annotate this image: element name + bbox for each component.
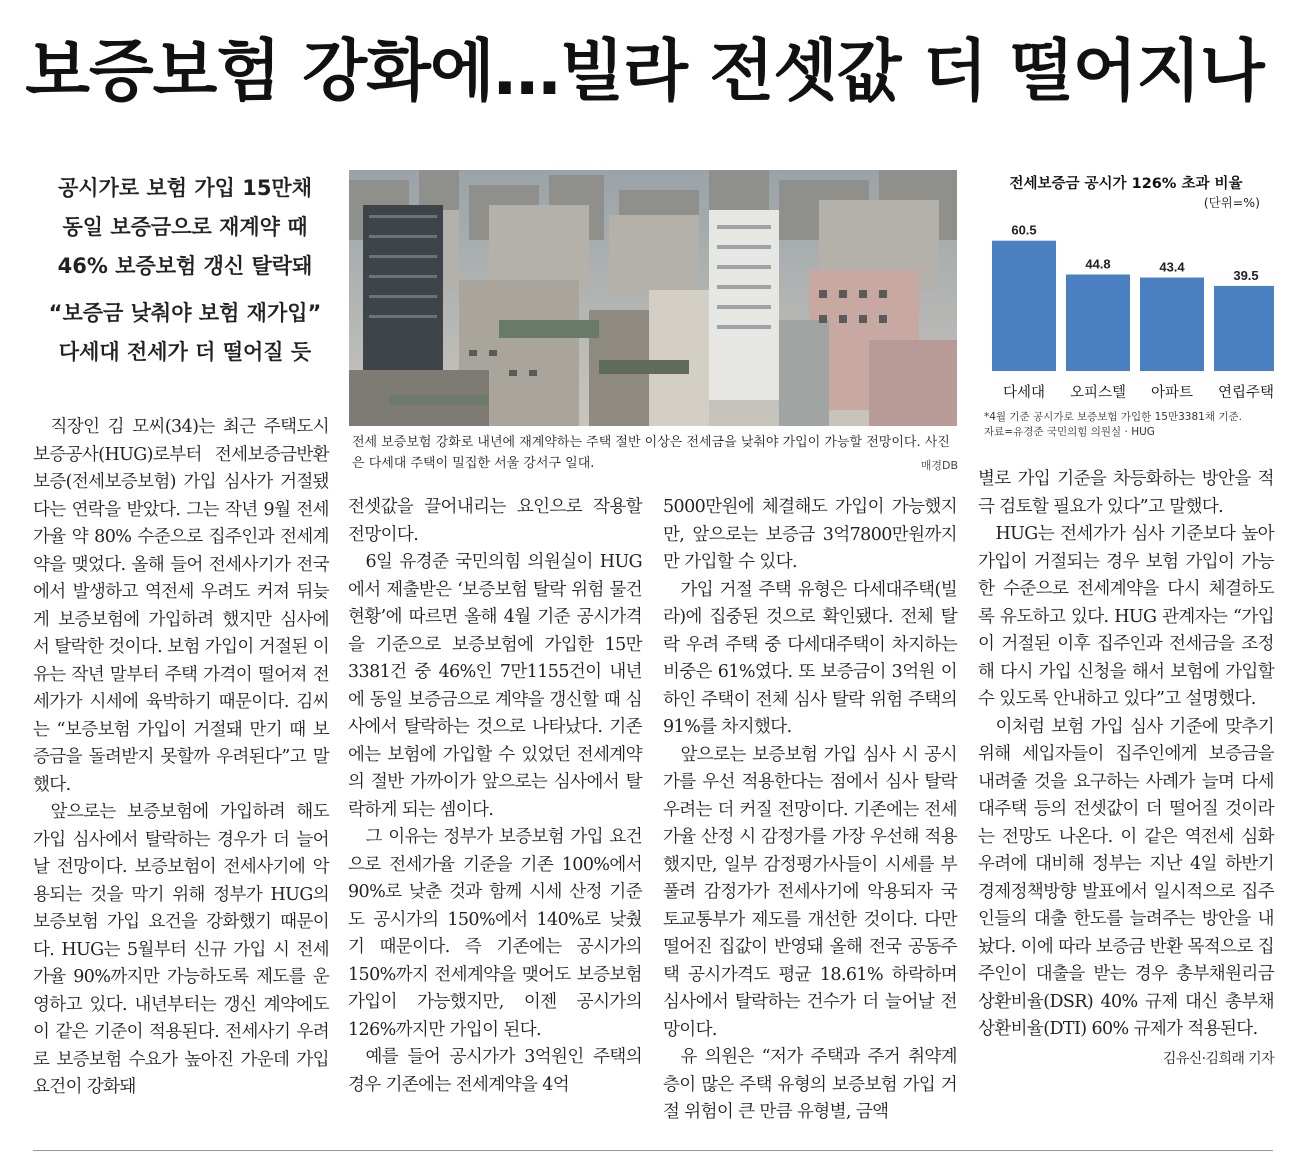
article-paragraph: 유 의원은 “저가 주택과 주거 취약계층이 많은 주택 유형의 보증보험 가입 거절 위험이 큰 만큼 유형별, 금액 xyxy=(663,1047,957,1122)
bar-value-label: 43.4 xyxy=(1159,259,1185,275)
article-paragraph: 전셋값을 끌어내리는 요인으로 작용할 전망이다. xyxy=(348,497,642,545)
subheadline-group-1 xyxy=(40,169,330,286)
category-label: 오피스텔 xyxy=(1069,385,1127,401)
article-paragraph: 앞으로는 보증보험에 가입하려 해도 가입 심사에서 탈락하는 경우가 더 늘어날 전망이다. 보증보험이 전세사기에 악용되는 것을 막기 위해 정부가 HUG의 보증보험 가입 요건을 강화했기 때문이다. HUG는 5월부터 신규 가입 시 전세가율 90%까지만 가능하도록 제도를 운영하고 있다. 내년부터는 갱신 계약에도 이 같은 기준이 적용된다. 전세사기 우려로 보증보험 수요가 높아진 가운데 가입 요건이 강화돼 xyxy=(33,802,329,1097)
chart-title: 전세보증금 공시가 126% 초과 비율 xyxy=(1009,176,1243,192)
bar-연립주택 xyxy=(1214,286,1274,371)
bar-value-label: 60.5 xyxy=(1011,222,1037,238)
headline: 보증보험 강화에…빌라 전셋값 더 떨어지나 xyxy=(25,32,1264,110)
article-paragraph: HUG는 전세가가 심사 기준보다 높아 가입이 거절되는 경우 보험 가입이 가능한 수준으로 전세계약을 다시 체결하도록 유도하고 있다. HUG 관계자는 “가입이 거절된 이후 집주인과 전세금을 조정해 다시 가입 신청을 해서 보험에 가입할 수 있도록 안내하고 있다”고 설명했다. xyxy=(978,524,1274,709)
article-column-4 xyxy=(978,466,1274,1073)
article-column-3 xyxy=(663,494,957,1127)
news-photo xyxy=(349,170,957,426)
article-column-1 xyxy=(33,414,329,1102)
chart-footnote: *4월 기준 공시가로 보증보험 가입한 15만3381채 기준. xyxy=(984,411,1242,423)
bar-value-label: 39.5 xyxy=(1233,267,1259,283)
chart-notes xyxy=(984,410,1276,440)
article-paragraph: 예를 들어 공시가가 3억원인 주택의 경우 기존에는 전세계약을 4억 xyxy=(348,1047,642,1095)
category-label: 연립주택 xyxy=(1217,385,1274,401)
article-paragraph: 이처럼 보험 가입 심사 기준에 맞추기 위해 세입자들이 집주인에게 보증금을 내려줄 것을 요구하는 사례가 늘며 다세대주택 등의 전셋값이 더 떨어질 것이라는 전망도 나온다. 이 같은 역전세 심화 우려에 대비해 정부는 지난 4일 하반기 경제정책방향 발표에서 일시적으로 집주인들의 대출 한도를 늘려주는 방안을 내놨다. 이에 따라 보증금 반환 목적으로 집주인이 대출을 받는 경우 총부채원리금상환비율(DSR) 40% 규제 대신 총부채상환비율(DTI) 60% 규제가 적용된다. xyxy=(978,716,1274,1039)
category-label: 다세대 xyxy=(1002,385,1046,401)
bar-chart-svg xyxy=(978,205,1274,405)
byline: 김유신·김희래 기자 xyxy=(1162,1050,1274,1067)
bar-다세대 xyxy=(992,241,1056,371)
subheadline-group-2 xyxy=(40,294,330,372)
photo-credit: 매경DB xyxy=(920,459,958,472)
photo-caption: 전세 보증보험 강화로 내년에 재계약하는 주택 절반 이상은 전세금을 낮춰야 가입이 가능할 전망이다. 사진은 다세대 주택이 밀집한 서울 강서구 일대. xyxy=(352,435,950,471)
bottom-rule xyxy=(33,1150,1273,1151)
city-photo-illustration xyxy=(349,170,957,426)
article-paragraph: 5000만원에 체결해도 가입이 가능했지만, 앞으로는 보증금 3억7800만원까지만 가입할 수 있다. xyxy=(663,497,957,572)
subheadline-line: 다세대 전세가 더 떨어질 듯 xyxy=(58,340,312,364)
chart-unit: (단위=%) xyxy=(1203,195,1260,210)
article-paragraph: 직장인 김 모씨(34)는 최근 주택도시보증공사(HUG)로부터 전세보증금반환보증(전세보증보험) 가입 심사가 거절됐다는 연락을 받았다. 그는 작년 9월 전세가율 약 80% 수준으로 집주인과 전세계약을 맺었다. 올해 들어 전세사기가 전국에서 발생하고 역전세 우려도 커져 뒤늦게 보증보험에 가입하려 했지만 심사에서 탈락한 것이다. 보험 가입이 거절된 이유는 작년 말부터 주택 가격이 떨어져 전세가가 시세에 육박하기 때문이다. 김씨는 “보증보험 가입이 거절돼 만기 때 보증금을 돌려받지 못할까 우려된다”고 말했다. xyxy=(33,417,329,795)
bar-chart xyxy=(978,205,1274,409)
chart-source: 자료=유경준 국민의힘 의원실 · HUG xyxy=(984,426,1155,438)
article-paragraph: 그 이유는 정부가 보증보험 가입 요건으로 전세가율 기준을 기존 100%에서 90%로 낮춘 것과 함께 시세 산정 기준도 공시가의 150%에서 140%로 낮췄기 때문이다. 즉 기존에는 공시가의 150%까지 전세계약을 맺어도 보증보험 가입이 가능했지만, 이젠 공시가의 126%까지만 가입이 된다. xyxy=(348,827,642,1040)
subheadline-line: 공시가로 보험 가입 15만채 xyxy=(57,176,313,200)
article-paragraph: 앞으로는 보증보험 가입 심사 시 공시가를 우선 적용한다는 점에서 심사 탈락 우려는 더 커질 전망이다. 기존에는 전세가율 산정 시 감정가를 가장 우선해 적용했지만, 일부 감정평가사들이 시세를 부풀려 감정가가 전세사기에 악용되자 국토교통부가 제도를 개선한 것이다. 다만 떨어진 집값이 반영돼 올해 전국 공동주택 공시가격도 평균 18.61% 하락하며 심사에서 탈락하는 건수가 더 늘어날 전망이다. xyxy=(663,744,957,1040)
article-paragraph: 가입 거절 주택 유형은 다세대주택(빌라)에 집중된 것으로 확인됐다. 전체 탈락 우려 주택 중 다세대주택이 차지하는 비중은 61%였다. 또 보증금이 3억원 이하인 주택이 전체 심사 탈락 위험 주택의 91%를 차지했다. xyxy=(663,579,957,737)
category-label: 아파트 xyxy=(1150,385,1194,401)
bar-value-label: 44.8 xyxy=(1085,256,1111,272)
article-column-2 xyxy=(348,494,642,1099)
subheadline-quote: “보증금 낮춰야 보험 재가입” xyxy=(48,301,322,325)
article-paragraph: 별로 가입 기준을 차등화하는 방안을 적극 검토할 필요가 있다”고 말했다. xyxy=(978,469,1274,517)
bar-아파트 xyxy=(1140,278,1204,371)
article-paragraph: 6일 유경준 국민의힘 의원실이 HUG에서 제출받은 ‘보증보험 탈락 위험 물건 현황’에 따르면 올해 4월 기준 공시가격을 기준으로 보증보험에 가입한 15만3381건 중 46%인 7만1155건이 내년에 동일 보증금으로 계약을 갱신할 때 심사에서 탈락하는 것으로 나타났다. 기존에는 보험에 가입할 수 있었던 전세계약의 절반 가까이가 앞으로는 심사에서 탈락하게 되는 셈이다. xyxy=(348,552,642,820)
bar-오피스텔 xyxy=(1066,275,1130,371)
subheadline-line: 동일 보증금으로 재계약 때 xyxy=(62,215,308,239)
subheadline-line: 46% 보증보험 갱신 탈락돼 xyxy=(57,254,313,278)
